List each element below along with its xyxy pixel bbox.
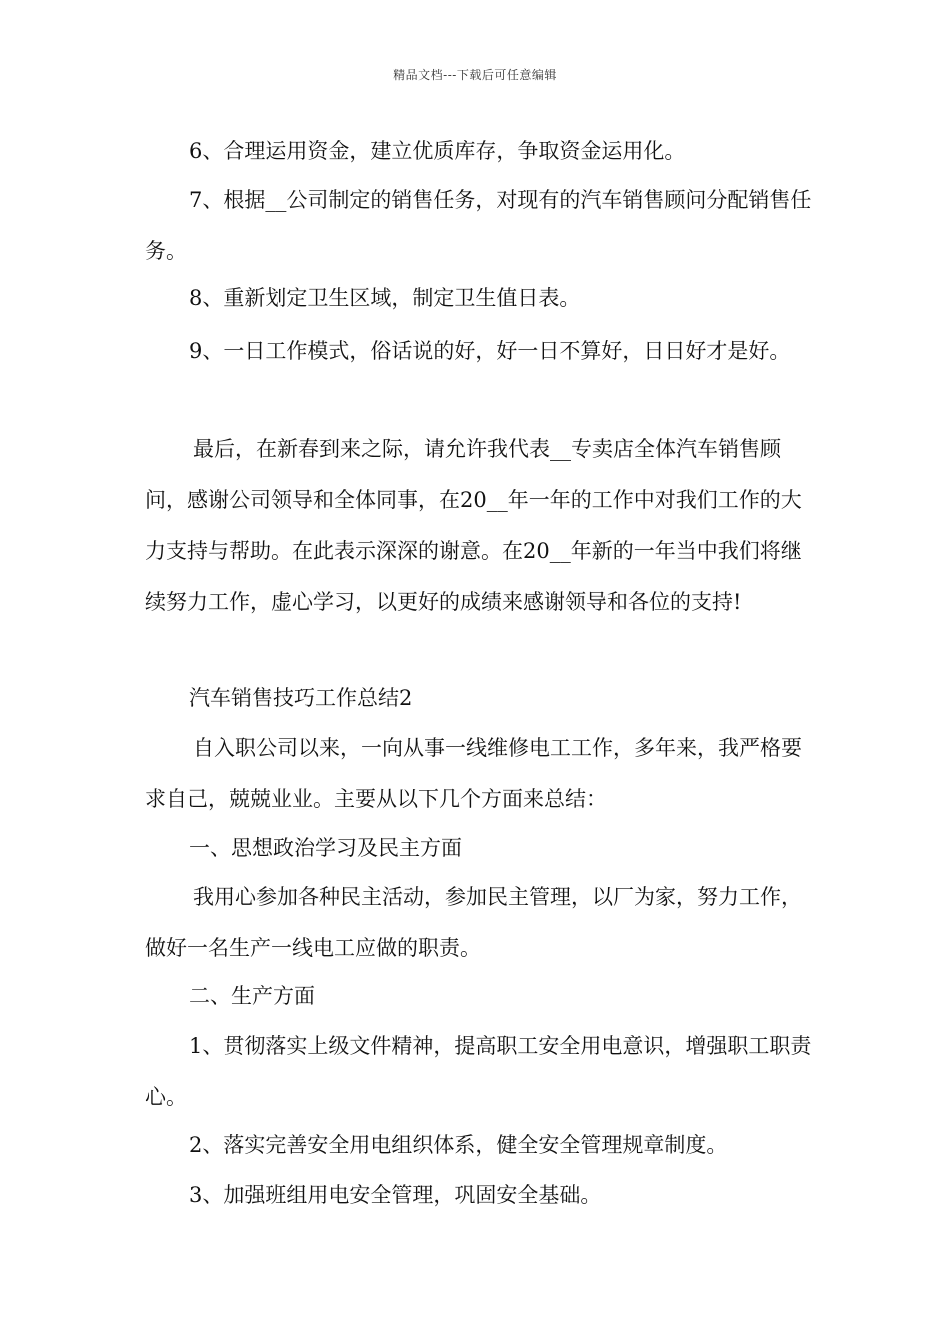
paragraph-item-6: 6、合理运用资金，建立优质库存，争取资金运用化。 (189, 139, 686, 163)
paragraph-item-7: 7、根据__公司制定的销售任务，对现有的汽车销售顾问分配销售任务。 (145, 188, 812, 263)
production-item-2: 2、落实完善安全用电组织体系，健全安全管理规章制度。 (189, 1133, 728, 1157)
production-item-3: 3、加强班组用电安全管理，巩固安全基础。 (189, 1183, 602, 1207)
intro-paragraph: 自入职公司以来，一向从事一线维修电工工作，多年来，我严格要求自己，兢兢业业。主要从以下几个方面来总结： (145, 736, 802, 811)
heading-production: 二、生产方面 (189, 984, 315, 1008)
production-item-1: 1、贯彻落实上级文件精神，提高职工安全用电意识，增强职工职责心。 (145, 1034, 812, 1109)
paragraph-item-9: 9、一日工作模式，俗话说的好，好一日不算好，日日好才是好。 (189, 339, 791, 363)
section-title: 汽车销售技巧工作总结2 (189, 686, 413, 710)
page-header: 精品文档---下载后可任意编辑 (393, 68, 557, 82)
politics-paragraph: 我用心参加各种民主活动，参加民主管理，以厂为家，努力工作，做好一名生产一线电工应做的职责。 (145, 885, 802, 960)
paragraph-item-8: 8、重新划定卫生区域，制定卫生值日表。 (189, 286, 581, 310)
closing-paragraph: 最后，在新春到来之际，请允许我代表__专卖店全体汽车销售顾问，感谢公司领导和全体同事，在20__年一年的工作中对我们工作的大力支持与帮助。在此表示深深的谢意。在20__年新的一年当中我们将继续努力工作，虚心学习，以更好的成绩来感谢领导和各位的支持! (145, 437, 802, 614)
heading-politics: 一、思想政治学习及民主方面 (189, 836, 462, 860)
